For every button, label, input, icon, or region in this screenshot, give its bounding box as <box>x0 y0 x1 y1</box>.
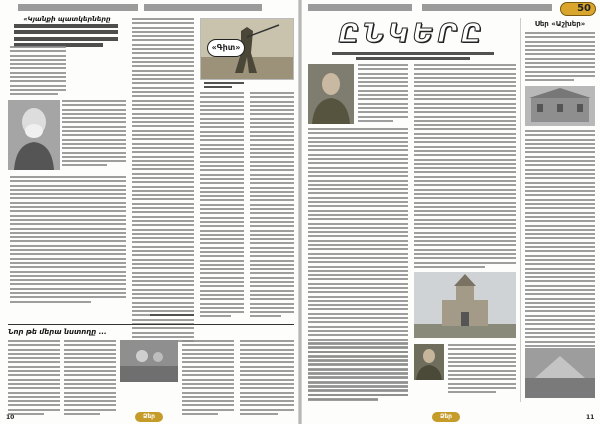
bottom-headline: Նոր թե մերա նստողը ... <box>8 328 107 336</box>
lead-article-signature <box>150 314 194 320</box>
main-text-col-4 <box>448 344 516 396</box>
right-page <box>302 0 600 424</box>
portrait-photo <box>8 100 60 170</box>
feature-text-col-2 <box>250 92 294 320</box>
lead-text-col-1c <box>10 176 126 305</box>
soldier-portrait-image <box>308 64 354 124</box>
feature-box <box>200 18 294 80</box>
building-photo-image <box>525 86 595 126</box>
right-page-number: 11 <box>586 414 595 421</box>
lead-text-col-1b <box>62 100 126 169</box>
sidebar-bottom-photo-image <box>525 348 595 398</box>
right-section-header <box>422 4 552 11</box>
left-page-number: 10 <box>6 414 15 421</box>
lead-headline-line: «Կյանքի պատկերները <box>23 15 111 23</box>
small-soldier-photo <box>414 344 444 380</box>
bottom-photo-image <box>120 340 178 382</box>
masthead-subtitle <box>332 52 494 63</box>
main-text-col-3 <box>308 342 408 402</box>
right-running-header <box>308 4 412 11</box>
small-soldier-photo-image <box>414 344 444 380</box>
feature-text-col-1 <box>200 92 244 320</box>
bottom-text-col-4 <box>240 340 294 417</box>
lead-text-col-1a <box>10 46 66 98</box>
bottom-text-col-3 <box>182 340 234 417</box>
right-footer <box>462 413 572 421</box>
left-page <box>0 0 298 424</box>
sidebar-text-1 <box>525 32 595 84</box>
left-running-header <box>18 4 138 11</box>
left-section-header <box>144 4 262 11</box>
left-footer <box>24 413 124 421</box>
feature-box-title: «Գիտ» <box>207 39 245 57</box>
main-text-col-1 <box>358 64 408 124</box>
main-text-col-2 <box>414 64 516 270</box>
bottom-text-col-2 <box>64 340 116 417</box>
feature-author <box>204 82 244 91</box>
bottom-text-col-1 <box>8 340 60 417</box>
sidebar <box>520 18 596 402</box>
bottom-photo <box>120 340 178 382</box>
church-photo-image <box>414 272 516 338</box>
lead-text-col-2 <box>132 18 194 349</box>
portrait-photo-image <box>8 100 60 170</box>
sidebar-title: Սեր «Աշխեր» <box>534 20 586 28</box>
lead-headline <box>8 15 126 23</box>
left-logo: Ձեր <box>135 412 163 422</box>
issue-badge: 50 <box>560 2 596 16</box>
bottom-article-rule <box>8 324 294 325</box>
building-photo <box>525 86 595 126</box>
church-photo <box>414 272 516 338</box>
sidebar-bottom-photo <box>525 348 595 398</box>
soldier-portrait <box>308 64 354 124</box>
right-logo: Ձեր <box>432 412 460 422</box>
masthead: ԸՆԿԵՐԸ <box>338 19 486 49</box>
